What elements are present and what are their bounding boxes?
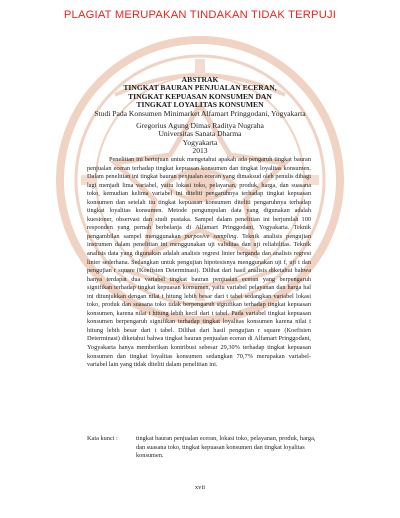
page-number: xvii bbox=[194, 484, 206, 491]
plagiarism-banner: PLAGIAT MERUPAKAN TINDAKAN TIDAK TERPUJI bbox=[63, 9, 337, 21]
year: 2013 bbox=[192, 146, 208, 156]
abstract-header bbox=[0, 76, 400, 118]
study-subtitle: Studi Pada Konsumen Minimarket Alfamart Pringgodani, Yogyakarta bbox=[94, 108, 306, 118]
abstract-emphasis: purposive sampling bbox=[184, 232, 237, 240]
abstract-paragraph bbox=[87, 156, 311, 370]
title-line-3: TINGKAT LOYALITAS KONSUMEN bbox=[136, 100, 264, 110]
keywords-section bbox=[87, 435, 323, 461]
abstract-heading: ABSTRAK bbox=[181, 75, 219, 84]
title-line-2: TINGKAT KEPUASAN KONSUMEN DAN bbox=[128, 91, 272, 101]
abstract-text-part-1: Penelitian ini bertujuan untuk mengetahui apakah ada pengaruh tingkat bauran penjualan eceran terhadap tingkat kepuasan konsumen dan tingkat loyalitas konsumen. Dalam penelitian ini tingkat bauran penjualan eceran yang dimaksud oleh penulis dibagi lagi menjadi lima variabel, yaitu lokasi toko, pelayanan, produk, harga, dan suasana toko, kemudian kelima variabel ini diteliti pengaruhnya terhadap tingkat kepuasan konsumen dan setelah itu tingkat kepuasan konsumen diteliti pengaruhnya terhadap tingkat loyalitas konsumen. Metode pengumpulan data yang digunakan adalah kuesioner, observasi dan studi pustaka. Sampel dalam penelitian ini berjumlah 100 responden yang pernah berbelanja di Alfamart Pringgodani, Yogyakarta. Teknik pengambilan sampel menggunakan bbox=[87, 156, 311, 240]
university-name: Universitas Sanata Dharma bbox=[158, 129, 242, 139]
keywords-text: tingkat bauran penjualan eceran, lokasi toko, pelayanan, produk, harga, dan suasana toko, tingkat kepuasan konsumen dan tingkat loyalitas konsumen. bbox=[136, 435, 316, 460]
city: Yogyakarta bbox=[182, 137, 218, 147]
author-block bbox=[0, 122, 400, 156]
keywords-label: Kata kunci : bbox=[87, 435, 118, 442]
abstract-text-part-2: . Teknik analisis pengujian instrumen dalam penelitian ini menggunakan uji validitas dan uji reliabilitas. Teknik analisis data yang digunakan adalah analisis regresi linier berganda dan analisis regresi linier sederhana. Sedangkan untuk pengujian hipotesisnya menggunakan uji f, uji t dan pengujian r square (Koefisien Determinasi). Dilihat dari hasil analisis diketahui bahwa hanya terdapat dua variabel tingkat bauran penjualan eceran yang berpengaruh signifikan terhadap tingkat kepuasan konsumen, yaitu variabel pelayanan dan harga hal ini ditunjukkan dengan nilai t hitung lebih besar dari t tabel sedangkan variabel lokasi toko, produk dan suasana toko tidak berpengaruh signifikan terhadap tingkat kepuasan konsumen, karena nilai t hitung lebih kecil dari t tabel. Pada variabel tingkat kepuasan konsumen berpengaruh signifikan terhadap tingkat loyalitas konsumen karena nilai t hitung lebih besar dari t tabel. Dilihat dari hasil pengujian r square (Koefisien Determinasi) diketahui bahwa tingkat bauran penjualan eceran di Alfamart Pringgodani, Yogyakarta hanya memberikan kontribusi sebesar 29,30% terhadap tingkat kepuasan konsumen dan tingkat loyalitas konsumen sedangkan 70,7% merupakan variabel-variabel lain yang tidak diteliti dalam penelitian ini. bbox=[87, 232, 312, 369]
title-line-1: TINGKAT BAURAN PENJUALAN ECERAN, bbox=[123, 83, 277, 93]
abstract-body bbox=[87, 156, 311, 370]
author-name: Gregorius Agung Dimas Raditya Nugraha bbox=[136, 121, 264, 130]
